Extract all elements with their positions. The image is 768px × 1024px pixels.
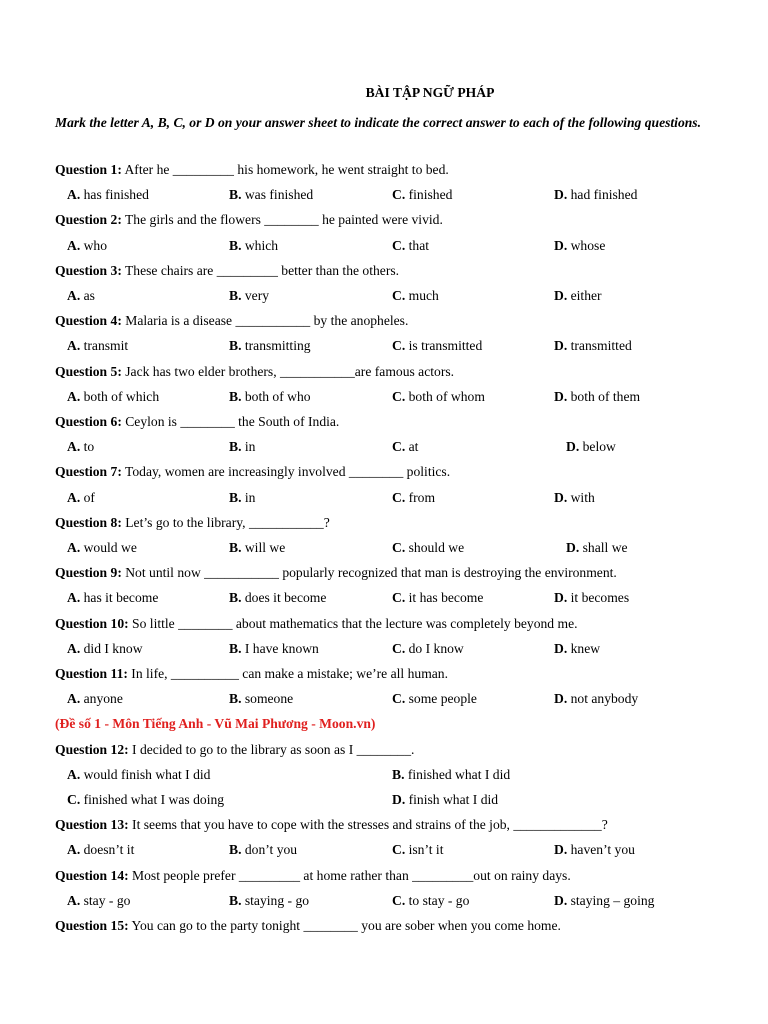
option-c	[392, 840, 444, 860]
option-d	[554, 488, 595, 508]
question-text: Not until now ___________ popularly recognized that man is destroying the environment.	[121, 565, 617, 581]
question-number: Question 4:	[55, 313, 122, 329]
option-text: transmitted	[567, 338, 632, 354]
option-letter: C.	[392, 288, 406, 303]
option-letter: B.	[229, 842, 242, 858]
option-letter: D.	[554, 892, 568, 908]
option-letter: C.	[392, 388, 406, 404]
option-text: finish what I did	[405, 792, 499, 807]
option-c	[392, 538, 464, 558]
option-text: whose	[567, 237, 606, 253]
option-text: did I know	[80, 640, 143, 656]
option-letter: B.	[229, 540, 242, 555]
question-3	[55, 261, 399, 281]
question-text: Today, women are increasingly involved ________ politics.	[121, 464, 451, 480]
option-letter: C.	[392, 842, 406, 858]
option-letter: D.	[392, 792, 406, 807]
option-text: both of who	[241, 388, 311, 404]
option-d	[554, 689, 638, 709]
option-letter: A.	[67, 439, 81, 455]
option-letter: B.	[392, 766, 405, 782]
option-a	[67, 387, 159, 407]
question-14	[55, 866, 571, 886]
option-d	[566, 538, 628, 558]
question-text: Most people prefer _________ at home rather than _________out on rainy days.	[128, 867, 571, 883]
option-text: of	[80, 489, 95, 505]
option-text: is transmitted	[405, 338, 483, 354]
option-b	[229, 840, 297, 860]
option-text: does it become	[241, 590, 327, 606]
option-text: knew	[567, 640, 601, 656]
question-2	[55, 210, 443, 230]
option-letter: D.	[554, 388, 568, 404]
option-a	[67, 336, 128, 356]
option-text: finished what I was doing	[80, 792, 225, 807]
question-text: These chairs are _________ better than the others.	[121, 262, 400, 278]
option-text: in	[241, 439, 256, 455]
option-a	[67, 185, 149, 205]
question-1	[55, 160, 449, 180]
option-a	[67, 689, 123, 709]
option-letter: B.	[229, 187, 242, 203]
option-text: below	[579, 439, 616, 455]
page-title: BÀI TẬP NGỮ PHÁP	[365, 85, 495, 100]
option-letter: A.	[67, 237, 81, 253]
option-text: transmitting	[241, 338, 311, 354]
option-b	[229, 387, 311, 407]
option-text: isn’t it	[405, 842, 444, 858]
option-letter: A.	[67, 892, 81, 908]
option-b	[229, 588, 326, 608]
option-text: with	[567, 489, 595, 505]
option-text: much	[405, 288, 439, 303]
question-text: It seems that you have to cope with the stresses and strains of the job, _____________?	[128, 817, 608, 833]
option-letter: D.	[554, 640, 568, 656]
question-10	[55, 614, 578, 634]
option-text: staying - go	[241, 892, 310, 908]
question-number: Question 6:	[55, 414, 122, 429]
question-number: Question 2:	[55, 212, 122, 228]
option-letter: A.	[67, 590, 81, 606]
option-text: should we	[405, 540, 465, 555]
option-letter: C.	[392, 892, 406, 908]
option-letter: D.	[554, 237, 568, 253]
option-text: staying – going	[567, 892, 655, 908]
question-11	[55, 664, 448, 684]
option-text: has it become	[80, 590, 159, 606]
option-letter: C.	[392, 640, 406, 656]
option-c	[392, 286, 439, 306]
option-c	[392, 488, 435, 508]
option-letter: D.	[554, 489, 568, 505]
option-c	[392, 437, 418, 457]
option-b	[229, 286, 269, 306]
option-a	[67, 286, 95, 306]
question-text: After he _________ his homework, he went straight to bed.	[121, 162, 449, 177]
option-letter: C.	[67, 792, 81, 807]
option-text: that	[405, 237, 430, 253]
option-text: to stay - go	[405, 892, 470, 908]
option-letter: B.	[229, 288, 242, 303]
option-letter: D.	[554, 187, 568, 203]
option-letter: B.	[229, 640, 242, 656]
option-d	[554, 236, 605, 256]
option-letter: B.	[229, 388, 242, 404]
question-text: I decided to go to the library as soon as I ________.	[128, 741, 415, 757]
option-text: shall we	[579, 540, 628, 555]
option-letter: C.	[392, 439, 406, 455]
question-7	[55, 462, 450, 482]
question-number: Question 14:	[55, 867, 129, 883]
option-letter: B.	[229, 691, 242, 707]
question-5	[55, 362, 454, 382]
option-text: finished what I did	[404, 766, 511, 782]
option-d	[554, 336, 632, 356]
option-b	[392, 765, 510, 785]
question-13	[55, 815, 608, 835]
question-8	[55, 513, 330, 533]
option-text: haven’t you	[567, 842, 635, 858]
option-b	[229, 891, 309, 911]
source-note: (Đề số 1 - Môn Tiếng Anh - Vũ Mai Phương - Moon.vn)	[55, 716, 376, 732]
question-number: Question 9:	[55, 565, 122, 581]
option-text: would we	[80, 540, 137, 555]
option-text: both of whom	[405, 388, 485, 404]
option-letter: A.	[67, 691, 81, 707]
option-letter: A.	[67, 640, 81, 656]
option-d	[554, 588, 629, 608]
instructions: Mark the letter A, B, C, or D on your answer sheet to indicate the correct answer to each of the following questions.	[55, 115, 701, 130]
option-a	[67, 765, 210, 785]
option-text: to	[80, 439, 95, 455]
question-9	[55, 563, 617, 583]
question-text: Ceylon is ________ the South of India.	[121, 414, 340, 429]
option-letter: D.	[554, 590, 568, 606]
question-number: Question 8:	[55, 514, 122, 530]
option-text: in	[241, 489, 256, 505]
option-letter: B.	[229, 892, 242, 908]
option-b	[229, 488, 255, 508]
option-letter: B.	[229, 590, 242, 606]
option-b	[229, 538, 285, 558]
option-letter: C.	[392, 540, 406, 555]
option-d	[566, 437, 616, 457]
option-text: had finished	[567, 187, 638, 203]
question-15	[55, 916, 561, 936]
option-text: anyone	[80, 691, 123, 707]
option-d	[554, 891, 654, 911]
option-c	[67, 790, 224, 810]
option-text: which	[241, 237, 279, 253]
option-letter: A.	[67, 842, 81, 858]
option-letter: B.	[229, 439, 242, 455]
option-text: very	[241, 288, 270, 303]
option-a	[67, 891, 130, 911]
question-4	[55, 311, 408, 331]
option-letter: A.	[67, 187, 81, 203]
question-6	[55, 412, 339, 432]
option-letter: B.	[229, 489, 242, 505]
option-b	[229, 336, 311, 356]
option-a	[67, 437, 94, 457]
question-12	[55, 740, 414, 760]
option-text: has finished	[80, 187, 149, 203]
option-text: at	[405, 439, 419, 455]
option-letter: A.	[67, 540, 81, 555]
option-letter: A.	[67, 766, 81, 782]
option-text: as	[80, 288, 95, 303]
option-letter: D.	[554, 288, 568, 303]
option-letter: C.	[392, 237, 406, 253]
option-text: I have known	[241, 640, 319, 656]
option-letter: C.	[392, 187, 406, 203]
option-letter: A.	[67, 338, 81, 354]
option-c	[392, 588, 483, 608]
option-a	[67, 488, 95, 508]
option-letter: D.	[566, 540, 580, 555]
option-letter: D.	[554, 842, 568, 858]
question-number: Question 1:	[55, 162, 122, 177]
question-text: So little ________ about mathematics that the lecture was completely beyond me.	[128, 615, 578, 631]
option-d	[554, 840, 635, 860]
question-text: You can go to the party tonight ________ you are sober when you come home.	[128, 918, 561, 933]
question-text: The girls and the flowers ________ he painted were vivid.	[121, 212, 443, 228]
option-text: both of which	[80, 388, 160, 404]
option-b	[229, 437, 255, 457]
option-text: it becomes	[567, 590, 630, 606]
option-b	[229, 236, 278, 256]
option-letter: C.	[392, 489, 406, 505]
option-text: doesn’t it	[80, 842, 135, 858]
option-letter: A.	[67, 288, 81, 303]
option-c	[392, 236, 429, 256]
option-letter: D.	[566, 439, 580, 455]
option-text: some people	[405, 691, 477, 707]
option-text: don’t you	[241, 842, 298, 858]
option-a	[67, 588, 158, 608]
option-letter: D.	[554, 338, 568, 354]
option-letter: A.	[67, 388, 81, 404]
question-text: In life, __________ can make a mistake; we’re all human.	[127, 666, 448, 681]
option-d	[554, 387, 640, 407]
option-d	[554, 639, 600, 659]
option-c	[392, 185, 452, 205]
option-a	[67, 538, 137, 558]
option-c	[392, 891, 469, 911]
option-text: either	[567, 288, 602, 303]
option-letter: D.	[554, 691, 568, 707]
option-text: do I know	[405, 640, 464, 656]
question-number: Question 10:	[55, 615, 129, 631]
option-text: it has become	[405, 590, 484, 606]
option-letter: C.	[392, 590, 406, 606]
option-letter: B.	[229, 338, 242, 354]
option-text: who	[80, 237, 108, 253]
option-c	[392, 689, 477, 709]
option-d	[554, 185, 637, 205]
question-number: Question 11:	[55, 666, 128, 681]
question-number: Question 12:	[55, 741, 129, 757]
option-b	[229, 639, 319, 659]
option-letter: C.	[392, 691, 406, 707]
option-text: someone	[241, 691, 294, 707]
option-letter: B.	[229, 237, 242, 253]
question-text: Malaria is a disease ___________ by the anopheles.	[121, 313, 409, 329]
option-text: would finish what I did	[80, 766, 211, 782]
question-text: Jack has two elder brothers, ___________are famous actors.	[121, 363, 455, 379]
option-b	[229, 689, 293, 709]
option-text: will we	[241, 540, 286, 555]
question-text: Let’s go to the library, ___________?	[121, 514, 330, 530]
option-text: not anybody	[567, 691, 639, 707]
option-text: was finished	[241, 187, 314, 203]
question-number: Question 15:	[55, 918, 129, 933]
option-text: both of them	[567, 388, 641, 404]
option-a	[67, 236, 107, 256]
option-text: from	[405, 489, 436, 505]
question-number: Question 5:	[55, 363, 122, 379]
option-d	[554, 286, 602, 306]
option-letter: A.	[67, 489, 81, 505]
option-b	[229, 185, 313, 205]
option-text: transmit	[80, 338, 129, 354]
option-a	[67, 639, 143, 659]
option-c	[392, 639, 464, 659]
question-number: Question 13:	[55, 817, 129, 833]
option-c	[392, 336, 482, 356]
option-c	[392, 387, 485, 407]
option-d	[392, 790, 498, 810]
option-text: stay - go	[80, 892, 131, 908]
option-a	[67, 840, 134, 860]
question-number: Question 3:	[55, 262, 122, 278]
option-text: finished	[405, 187, 453, 203]
question-number: Question 7:	[55, 464, 122, 480]
option-letter: C.	[392, 338, 406, 354]
